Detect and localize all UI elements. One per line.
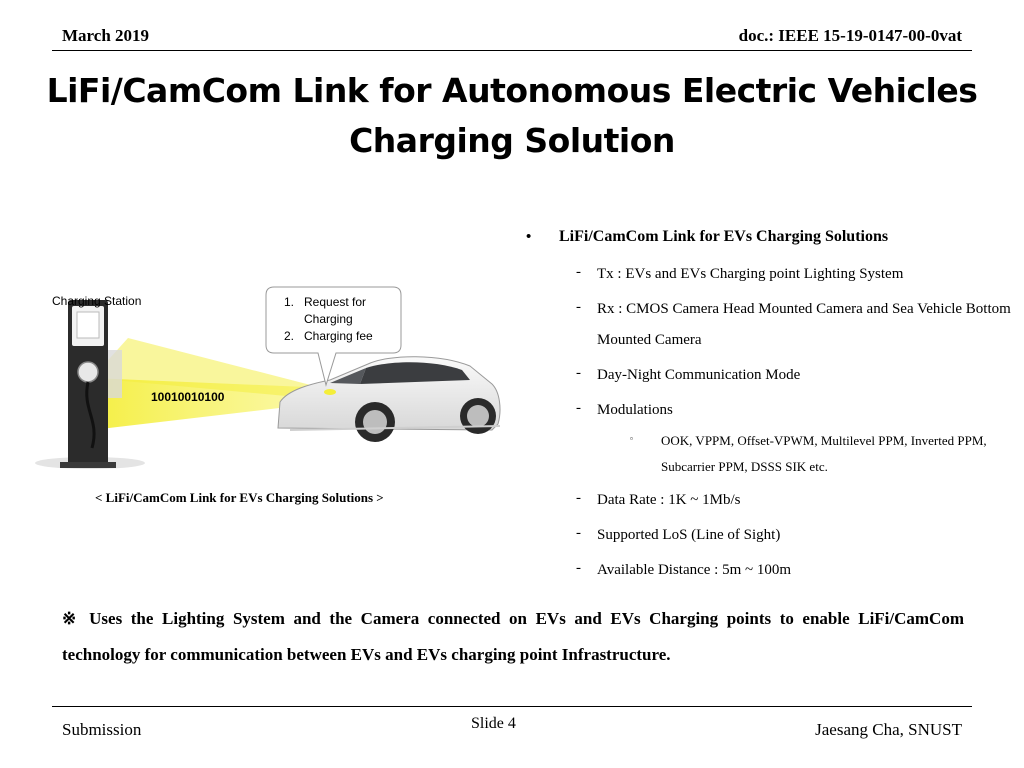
header-divider <box>52 50 972 51</box>
bullet-tx: Tx : EVs and EVs Charging point Lighting System <box>597 266 904 282</box>
bullet-mode: Day-Night Communication Mode <box>597 367 801 383</box>
footer-slide-number: Slide 4 <box>471 715 516 732</box>
bullet-modulations: Modulations <box>597 402 673 418</box>
bullet-data-rate: Data Rate : 1K ~ 1Mb/s <box>597 492 741 508</box>
footer-author: Jaesang Cha, SNUST <box>815 720 962 739</box>
station-label: Charging Station <box>52 294 142 308</box>
bullet-los: Supported LoS (Line of Sight) <box>597 527 781 543</box>
callout-item <box>284 294 401 328</box>
summary-note: ※ Uses the Lighting System and the Camera connected on EVs and EVs Charging points to enable LiFi/CamCom technology for communication between EVs and EVs charging point Infrastructure. <box>62 609 964 664</box>
header-doc-id: doc.: IEEE 15-19-0147-00-0vat <box>738 26 962 45</box>
footer-divider <box>52 706 972 707</box>
sub-marker: ▫ <box>630 434 633 443</box>
footer-submission: Submission <box>62 720 142 739</box>
dash-marker: - <box>576 490 581 506</box>
slide-title <box>0 66 1024 166</box>
title-line-2: Charging Solution <box>349 121 675 160</box>
bullet-distance: Available Distance : 5m ~ 100m <box>597 562 792 578</box>
dash-marker: - <box>576 400 581 416</box>
bullet-rx: Rx : CMOS Camera Head Mounted Camera and Sea Vehicle Bottom Mounted Camera <box>597 301 1011 348</box>
callout-item-num: 1. <box>284 295 295 309</box>
header-date: March 2019 <box>62 26 150 45</box>
title-line-1: LiFi/CamCom Link for Autonomous Electric Vehicles <box>46 71 978 110</box>
callout-item-text: Request for Charging <box>304 295 367 326</box>
bit-code: 10010010100 <box>151 390 225 404</box>
bullet-marker: • <box>526 228 532 245</box>
dash-marker: - <box>576 365 581 381</box>
dash-marker: - <box>576 264 581 280</box>
dash-marker: - <box>576 299 581 315</box>
dash-marker: - <box>576 560 581 576</box>
callout-item-text: Charging fee <box>304 329 373 343</box>
bullet-main: LiFi/CamCom Link for EVs Charging Solutions <box>559 228 889 245</box>
bullet-modulation-list: OOK, VPPM, Offset-VPWM, Multilevel PPM, Inverted PPM, Subcarrier PPM, DSSS SIK etc. <box>661 433 987 474</box>
charging-station-icon <box>60 300 122 468</box>
callout-box <box>266 287 401 353</box>
callout-item-num: 2. <box>284 329 295 343</box>
figure-caption: < LiFi/CamCom Link for EVs Charging Solutions > <box>95 490 384 505</box>
callout-item <box>284 328 401 345</box>
dash-marker: - <box>576 525 581 541</box>
callout-list <box>266 294 401 345</box>
